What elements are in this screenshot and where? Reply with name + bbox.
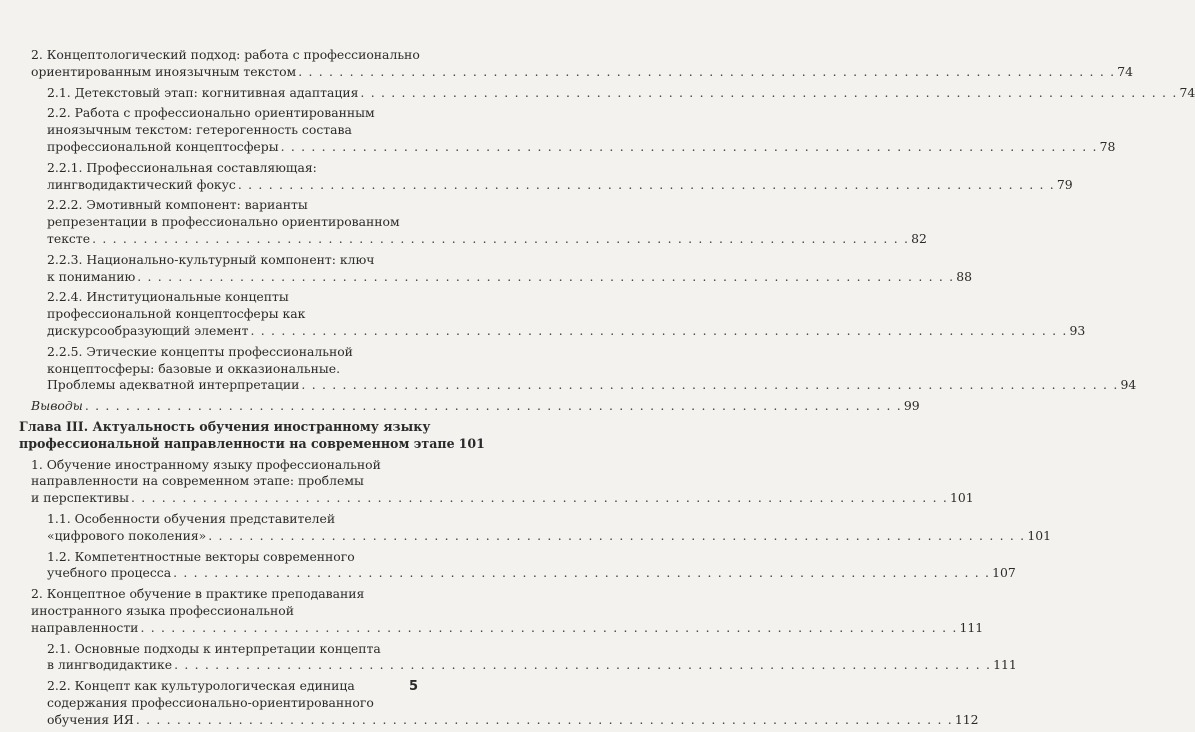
toc-entry xyxy=(19,159,1073,194)
dot-leader xyxy=(137,269,954,286)
toc-entry-last-line xyxy=(47,377,1137,394)
dot-leader xyxy=(208,528,1025,545)
toc-entry-last-line xyxy=(47,565,1016,582)
dot-leader xyxy=(301,377,1118,394)
toc-entry xyxy=(19,456,974,507)
toc-entry-last-line xyxy=(47,138,1116,156)
toc-entry-line: концептосферы: базовые и окказиональные. xyxy=(47,360,341,376)
dot-leader xyxy=(85,398,902,415)
toc-entry-last-line xyxy=(47,84,1195,102)
toc-entry-line: в лингводидактике xyxy=(47,657,173,673)
toc-entry xyxy=(19,105,1116,155)
toc-entry-line: ориентированным иноязычным текстом xyxy=(31,63,297,79)
toc-entry-line: направленности на современном этапе: проблемы xyxy=(31,473,364,489)
toc-page-number: 78 xyxy=(1099,138,1116,154)
dot-leader xyxy=(136,712,953,729)
toc-entry-line: иностранного языка профессиональной xyxy=(31,602,294,618)
page-number: 5 xyxy=(408,679,418,694)
table-of-contents xyxy=(19,47,1195,732)
toc-entry-line: к пониманию xyxy=(47,268,136,284)
toc-entry xyxy=(19,343,1137,394)
toc-entry xyxy=(19,84,1195,102)
toc-entry-line: репрезентации в профессионально ориентированном xyxy=(47,214,400,230)
toc-entry-line: 2.2.3. Национально-культурный компонент: ключ xyxy=(47,251,375,267)
toc-entry-last-line xyxy=(47,268,973,286)
toc-entry xyxy=(19,640,1017,675)
toc-entry-last-line xyxy=(31,490,974,507)
toc-entry-line: обучения ИЯ xyxy=(47,711,134,727)
toc-page-number: 93 xyxy=(1069,322,1086,338)
toc-entry-last-line xyxy=(47,527,1051,545)
toc-entry-last-line xyxy=(47,230,927,248)
toc-entry-line: Проблемы адекватной интерпретации xyxy=(47,377,300,393)
toc-entry-line: 2.1. Основные подходы к интерпретации концепта xyxy=(47,640,381,656)
toc-entry-line: Глава III. Актуальность обучения иностранному языку xyxy=(19,418,431,434)
toc-entry-line: лингводидактический фокус xyxy=(47,176,236,192)
toc-entry xyxy=(19,586,984,636)
toc-entry-last-line xyxy=(31,63,1134,81)
toc-entry xyxy=(19,47,1134,81)
toc-entry-last-line xyxy=(47,176,1073,194)
toc-entry-line: 2.2.5. Этические концепты профессиональной xyxy=(47,343,353,359)
toc-page-number: 112 xyxy=(954,711,979,727)
toc-page-number: 79 xyxy=(1056,176,1073,192)
dot-leader xyxy=(238,177,1055,194)
toc-entry-line: 2.2.2. Эмотивный компонент: варианты xyxy=(47,197,308,213)
toc-entry xyxy=(19,197,927,247)
toc-page-number: 99 xyxy=(903,398,920,414)
dot-leader xyxy=(281,139,1098,156)
toc-entry xyxy=(19,289,1086,339)
toc-entry-last-line xyxy=(31,398,920,415)
toc-entry-line: 2.2. Работа с профессионально ориентированным xyxy=(47,105,375,121)
toc-page-number: 107 xyxy=(992,565,1016,581)
toc-entry xyxy=(19,678,979,728)
toc-entry-line: 1.2. Компетентностные векторы современного xyxy=(47,548,355,564)
dot-leader xyxy=(131,490,948,507)
toc-entry-line: 2.2. Концепт как культурологическая единица xyxy=(47,678,355,694)
toc-entry-line: содержания профессионально-ориентированного xyxy=(47,694,374,710)
toc-entry-line: 2.2.1. Профессиональная составляющая: xyxy=(47,159,317,175)
dot-leader xyxy=(250,323,1067,340)
dot-leader xyxy=(92,231,909,248)
toc-entry xyxy=(19,548,1016,583)
toc-entry-line: учебного процесса xyxy=(47,565,172,581)
dot-leader xyxy=(173,565,990,582)
toc-chapter-entry xyxy=(19,418,485,453)
toc-entry-line: 2. Концептное обучение в практике преподавания xyxy=(31,586,365,602)
toc-entry-line: «цифрового поколения» xyxy=(47,527,207,543)
toc-entry-line: профессиональной направленности на современном этапе xyxy=(19,435,455,451)
toc-entry-line: 2.1. Детекстовый этап: когнитивная адаптация xyxy=(47,84,359,100)
toc-page-number: 94 xyxy=(1120,377,1137,393)
toc-entry-last-line xyxy=(47,657,1017,674)
toc-page-number: 74 xyxy=(1179,84,1195,100)
toc-entry-line: 1.1. Особенности обучения представителей xyxy=(47,510,336,526)
toc-entry-line: 2.2.4. Институциональные концепты xyxy=(47,289,289,305)
toc-page-number: 101 xyxy=(1027,527,1051,543)
toc-entry-line: 2. Концептологический подход: работа с профессионально xyxy=(31,47,420,62)
toc-entry-last-line xyxy=(47,711,979,729)
toc-entry-last-line xyxy=(47,322,1086,340)
dot-leader xyxy=(298,64,1115,81)
toc-entry-line: 1. Обучение иностранному языку профессиональной xyxy=(31,456,381,472)
toc-entry-line: дискурсообразующий элемент xyxy=(47,322,249,338)
toc-page-number: 82 xyxy=(911,230,927,246)
toc-page-number: 74 xyxy=(1117,63,1134,79)
toc-entry xyxy=(19,398,920,415)
toc-entry-line: и перспективы xyxy=(31,490,129,506)
toc-entry xyxy=(19,251,973,286)
toc-entry-line: направленности xyxy=(31,619,139,635)
toc-entry-line: профессиональной концептосферы как xyxy=(47,306,306,322)
toc-page-number: 111 xyxy=(993,657,1017,673)
toc-page-number: 88 xyxy=(956,268,973,284)
dot-leader xyxy=(140,620,957,637)
toc-entry xyxy=(19,510,1051,545)
toc-page-number: 111 xyxy=(959,619,984,635)
toc-entry-line: Выводы xyxy=(31,398,83,414)
toc-entry-line: тексте xyxy=(47,230,91,246)
toc-entry-last-line xyxy=(31,619,984,637)
toc-page-number: 101 xyxy=(458,435,485,451)
dot-leader xyxy=(174,657,991,674)
toc-entry-line: иноязычным текстом: гетерогенность состава xyxy=(47,122,352,138)
toc-entry-last-line xyxy=(19,435,485,453)
dot-leader xyxy=(360,85,1177,102)
toc-entry-line: профессиональной концептосферы xyxy=(47,138,279,154)
toc-page-number: 101 xyxy=(950,490,974,506)
